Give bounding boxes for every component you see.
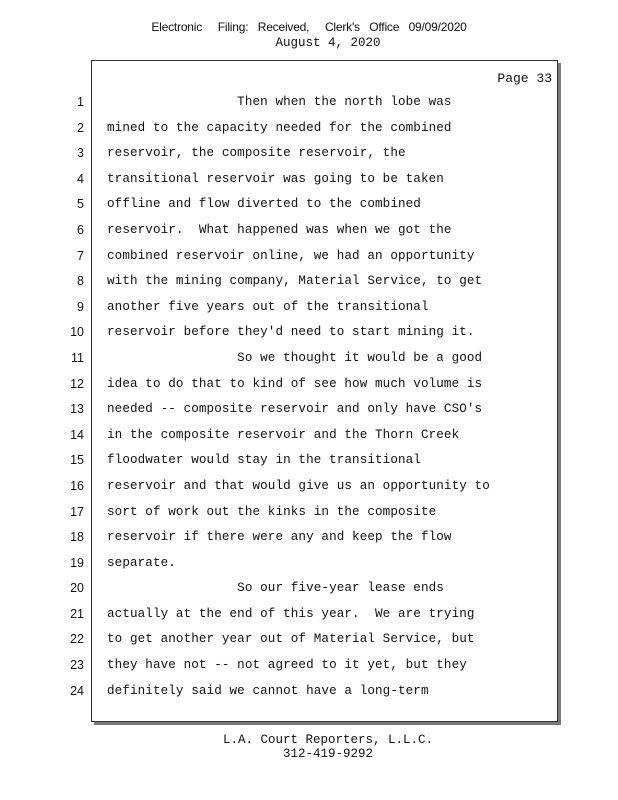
- transcript-line: reservoir, the composite reservoir, the: [107, 146, 406, 161]
- line-number: 4: [77, 171, 84, 186]
- transcript-text-column: [107, 94, 547, 708]
- transcript-line: transitional reservoir was going to be taken: [107, 171, 444, 186]
- page-number: Page 33: [497, 71, 552, 86]
- line-number: 9: [77, 299, 84, 314]
- transcript-line: reservoir before they'd need to start mining it.: [107, 325, 475, 340]
- line-number: 18: [70, 530, 84, 545]
- line-number: 17: [70, 504, 84, 519]
- line-number: 16: [70, 478, 84, 493]
- line-number: 12: [70, 376, 84, 391]
- line-number-column: [60, 94, 84, 708]
- transcript-line: offline and flow diverted to the combined: [107, 197, 421, 212]
- line-number: 24: [70, 683, 84, 698]
- transcript-line: So our five-year lease ends: [107, 581, 444, 596]
- transcript-line: actually at the end of this year. We are trying: [107, 606, 475, 621]
- line-number: 10: [70, 325, 84, 340]
- line-number: 19: [70, 555, 84, 570]
- transcript-line: to get another year out of Material Service, but: [107, 632, 475, 647]
- transcript-line: combined reservoir online, we had an opportunity: [107, 248, 475, 263]
- electronic-filing-stamp: Electronic Filing: Received, Clerk's Office 09/09/2020: [151, 20, 467, 34]
- transcript-line: in the composite reservoir and the Thorn Creek: [107, 427, 460, 442]
- line-number: 7: [77, 248, 84, 263]
- line-number: 21: [70, 606, 84, 621]
- transcript-line: idea to do that to kind of see how much volume is: [107, 376, 483, 391]
- line-number: 13: [70, 402, 84, 417]
- transcript-line: another five years out of the transitional: [107, 299, 429, 314]
- line-number: 6: [77, 222, 84, 237]
- line-number: 1: [77, 95, 84, 109]
- transcript-line: reservoir. What happened was when we got the: [107, 222, 452, 237]
- line-number: 22: [70, 632, 84, 647]
- transcript-line: Then when the north lobe was: [107, 95, 452, 109]
- transcript-line: with the mining company, Material Service, to get: [107, 274, 483, 289]
- transcript-line: they have not -- not agreed to it yet, but they: [107, 658, 467, 673]
- transcript-line: mined to the capacity needed for the combined: [107, 120, 452, 135]
- line-number: 8: [77, 274, 84, 289]
- transcript-line: reservoir and that would give us an opportunity to: [107, 478, 490, 493]
- court-reporter-phone: 312-419-9292: [282, 747, 373, 761]
- transcript-line: sort of work out the kinks in the composite: [107, 504, 437, 519]
- transcript-line: separate.: [107, 555, 176, 570]
- court-reporter-name: L.A. Court Reporters, L.L.C.: [222, 733, 434, 747]
- line-number: 15: [70, 453, 84, 468]
- line-number: 5: [77, 197, 84, 212]
- line-number: 20: [70, 581, 84, 596]
- line-number: 23: [70, 658, 84, 673]
- transcript-line: floodwater would stay in the transitional: [107, 453, 421, 468]
- line-number: 2: [77, 120, 84, 135]
- line-number: 11: [71, 350, 84, 365]
- hearing-date: August 4, 2020: [275, 36, 381, 50]
- transcript-line: So we thought it would be a good: [107, 350, 483, 365]
- line-number: 3: [77, 146, 84, 161]
- transcript-line: definitely said we cannot have a long-term: [107, 683, 429, 698]
- line-number: 14: [70, 427, 84, 442]
- transcript-line: needed -- composite reservoir and only have CSO's: [107, 402, 483, 417]
- transcript-line: reservoir if there were any and keep the flow: [107, 530, 452, 545]
